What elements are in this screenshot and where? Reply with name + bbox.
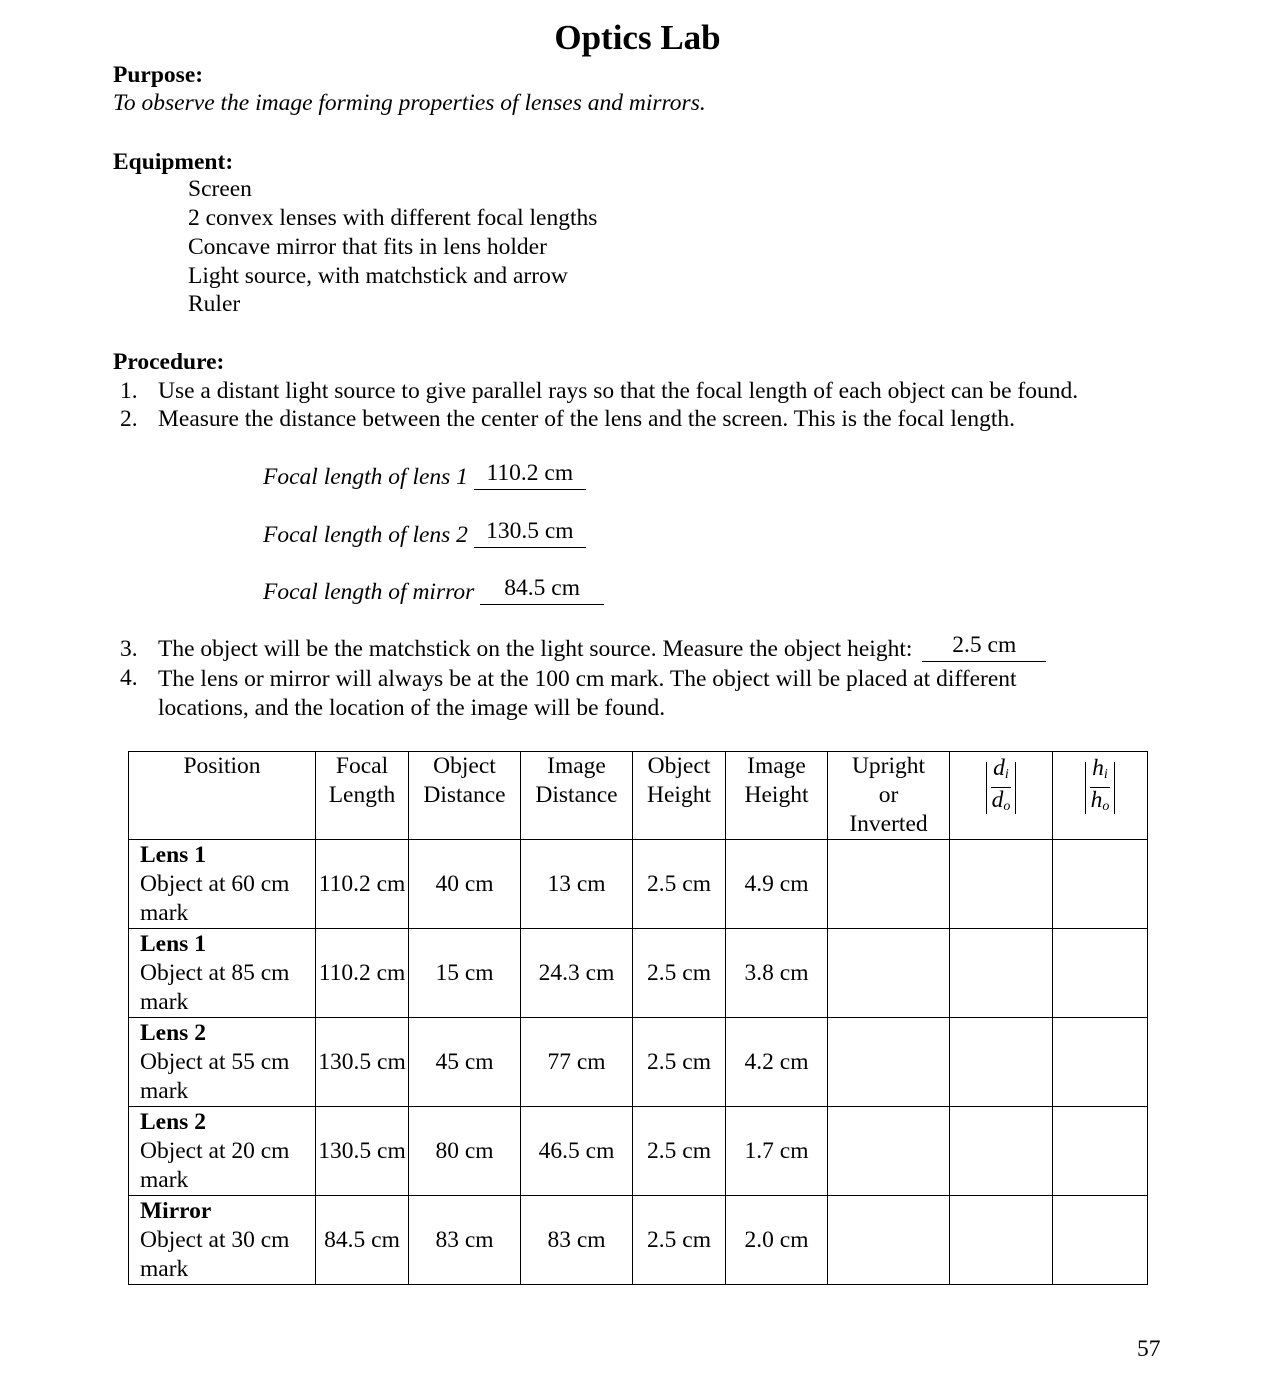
position-line: mark: [140, 989, 189, 1015]
orientation-cell[interactable]: [828, 1107, 950, 1196]
object-height-cell: 2.5 cm: [633, 1196, 726, 1285]
position-line: mark: [140, 900, 189, 926]
purpose-text: To observe the image forming properties of lenses and mirrors.: [113, 90, 706, 116]
orientation-cell[interactable]: [828, 840, 950, 929]
page-title: Optics Lab: [554, 18, 721, 57]
data-table: [128, 751, 1148, 1285]
focal-length-cell: 130.5 cm: [316, 1018, 409, 1107]
object-height-cell: 2.5 cm: [633, 840, 726, 929]
header-focal-length: Focal Length: [316, 752, 409, 840]
position-cell: [129, 840, 316, 929]
step-text: The object will be the matchstick on the light source. Measure the object height: 2.5 cm: [158, 636, 1046, 663]
image-distance-cell: 24.3 cm: [521, 929, 633, 1018]
focal-length-cell: 110.2 cm: [316, 840, 409, 929]
image-distance-cell: 77 cm: [521, 1018, 633, 1107]
step-text: Use a distant light source to give parallel rays so that the focal length of each object can be found.: [158, 378, 1079, 404]
ratio-h-cell[interactable]: [1053, 929, 1148, 1018]
position-cell: [129, 1018, 316, 1107]
object-height-field[interactable]: 2.5 cm: [922, 637, 1046, 662]
object-distance-cell: 45 cm: [409, 1018, 521, 1107]
equipment-item: Concave mirror that fits in lens holder: [188, 234, 547, 260]
image-height-cell: 3.8 cm: [726, 929, 828, 1018]
orientation-cell[interactable]: [828, 929, 950, 1018]
position-line: Object at 20 cm: [140, 1138, 290, 1164]
header-object-distance: Object Distance: [409, 752, 521, 840]
table-row: [129, 929, 1148, 1018]
ratio-h-cell[interactable]: [1053, 1018, 1148, 1107]
focal-length-label: Focal length of mirror: [263, 579, 475, 605]
image-height-cell: 2.0 cm: [726, 1196, 828, 1285]
focal-length-lens-1: [263, 460, 586, 491]
header-object-height: Object Height: [633, 752, 726, 840]
header-orientation: Upright or Inverted: [828, 752, 950, 840]
table-row: [129, 1196, 1148, 1285]
table-row: [129, 1018, 1148, 1107]
equipment-item: Ruler: [188, 291, 241, 317]
distance-ratio-formula: $\frac{d_i}{d_o}$: [986, 756, 1017, 819]
position-cell: [129, 929, 316, 1018]
position-line: Object at 85 cm: [140, 960, 290, 986]
focal-length-lens-2-field[interactable]: 130.5 cm: [474, 523, 586, 548]
header-distance-ratio: [950, 752, 1053, 840]
focal-length-cell: 130.5 cm: [316, 1107, 409, 1196]
image-height-cell: 4.2 cm: [726, 1018, 828, 1107]
object-distance-cell: 80 cm: [409, 1107, 521, 1196]
orientation-cell[interactable]: [828, 1196, 950, 1285]
page-number: 57: [1137, 1336, 1161, 1362]
position-line: Object at 55 cm: [140, 1049, 290, 1075]
object-height-cell: 2.5 cm: [633, 1107, 726, 1196]
table-header-row: [129, 752, 1148, 840]
item-label: Lens 2: [140, 1109, 206, 1135]
position-line: mark: [140, 1167, 189, 1193]
header-position: Position: [129, 752, 316, 840]
equipment-heading: Equipment:: [113, 149, 234, 175]
position-cell: [129, 1196, 316, 1285]
step-text: The lens or mirror will always be at the 100 cm mark. The object will be placed at different locations, and the location of the image will be found.: [158, 666, 1017, 721]
step-number: 1.: [120, 378, 138, 404]
orientation-cell[interactable]: [828, 1018, 950, 1107]
equipment-item: Light source, with matchstick and arrow: [188, 263, 568, 289]
focal-length-cell: 110.2 cm: [316, 929, 409, 1018]
object-height-cell: 2.5 cm: [633, 929, 726, 1018]
step-number: 4.: [120, 665, 138, 691]
position-line: Object at 30 cm: [140, 1227, 290, 1253]
equipment-item: Screen: [188, 176, 252, 202]
object-distance-cell: 15 cm: [409, 929, 521, 1018]
ratio-d-cell[interactable]: [950, 1196, 1053, 1285]
image-height-cell: 1.7 cm: [726, 1107, 828, 1196]
object-distance-cell: 40 cm: [409, 840, 521, 929]
ratio-d-cell[interactable]: [950, 840, 1053, 929]
image-height-cell: 4.9 cm: [726, 840, 828, 929]
header-image-height: Image Height: [726, 752, 828, 840]
equipment-item: 2 convex lenses with different focal lengths: [188, 205, 598, 231]
ratio-h-cell[interactable]: [1053, 1107, 1148, 1196]
focal-length-lens-1-field[interactable]: 110.2 cm: [474, 465, 586, 490]
procedure-heading: Procedure:: [113, 349, 225, 375]
image-distance-cell: 83 cm: [521, 1196, 633, 1285]
focal-length-label: Focal length of lens 2: [263, 522, 468, 548]
position-line: mark: [140, 1078, 189, 1104]
image-distance-cell: 46.5 cm: [521, 1107, 633, 1196]
step-text: Measure the distance between the center of the lens and the screen. This is the focal length.: [158, 406, 1015, 432]
ratio-d-cell[interactable]: [950, 1018, 1053, 1107]
ratio-h-cell[interactable]: [1053, 840, 1148, 929]
table-row: [129, 840, 1148, 929]
focal-length-lens-2: [263, 518, 586, 549]
item-label: Mirror: [140, 1198, 212, 1224]
table-row: [129, 1107, 1148, 1196]
item-label: Lens 1: [140, 842, 206, 868]
position-line: Object at 60 cm: [140, 871, 290, 897]
step-number: 2.: [120, 406, 138, 432]
ratio-d-cell[interactable]: [950, 929, 1053, 1018]
object-height-cell: 2.5 cm: [633, 1018, 726, 1107]
position-cell: [129, 1107, 316, 1196]
focal-length-mirror-field[interactable]: 84.5 cm: [480, 580, 604, 605]
focal-length-label: Focal length of lens 1: [263, 464, 468, 490]
ratio-h-cell[interactable]: [1053, 1196, 1148, 1285]
image-distance-cell: 13 cm: [521, 840, 633, 929]
item-label: Lens 1: [140, 931, 206, 957]
object-distance-cell: 83 cm: [409, 1196, 521, 1285]
item-label: Lens 2: [140, 1020, 206, 1046]
header-image-distance: Image Distance: [521, 752, 633, 840]
height-ratio-formula: $\frac{h_i}{h_o}$: [1085, 756, 1116, 819]
position-line: mark: [140, 1256, 189, 1282]
header-height-ratio: [1053, 752, 1148, 840]
step-number: 3.: [120, 636, 138, 662]
focal-length-mirror: [263, 575, 604, 606]
purpose-heading: Purpose:: [113, 62, 204, 88]
focal-length-cell: 84.5 cm: [316, 1196, 409, 1285]
ratio-d-cell[interactable]: [950, 1107, 1053, 1196]
